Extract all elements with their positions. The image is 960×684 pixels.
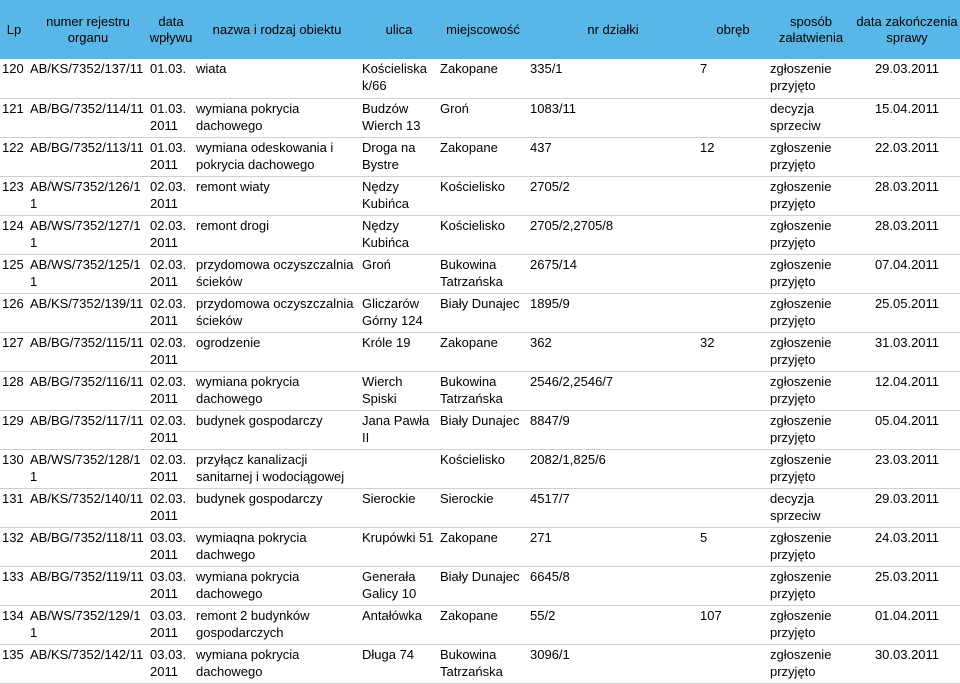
table-row [0,371,960,410]
row-receipt-date: 01.03. 2011 [148,137,194,176]
row-object-name: wymiana odeskowania i pokrycia dachowego [194,137,360,176]
row-object-name: remont 2 budynków gospodarczych [194,605,360,644]
row-street: Droga na Bystre [360,137,438,176]
row-plot-number: 2546/2,2546/7 [528,371,698,410]
row-locality: Kościelisko [438,176,528,215]
row-precinct [698,449,768,488]
row-street: Sierockie [360,488,438,527]
row-resolution: zgłoszenie przyjęto [768,59,854,98]
header-completion-date: data zakończenia sprawy [854,0,960,59]
row-locality: Bukowina Tatrzańska [438,644,528,683]
row-registry-number: AB/WS/7352/129/11 [28,605,148,644]
row-plot-number: 2675/14 [528,254,698,293]
row-registry-number: AB/BG/7352/117/11 [28,410,148,449]
header-street: ulica [360,0,438,59]
row-locality: Zakopane [438,332,528,371]
row-receipt-date: 02.03. 2011 [148,449,194,488]
table-row [0,293,960,332]
table-row [0,59,960,98]
header-precinct: obręb [698,0,768,59]
row-street: Generała Galicy 10 [360,566,438,605]
row-street: Wierch Spiski [360,371,438,410]
row-precinct [698,410,768,449]
row-precinct [698,176,768,215]
header-locality: miejscowość [438,0,528,59]
row-precinct [698,215,768,254]
row-completion-date: 22.03.2011 [854,137,960,176]
row-lp: 129 [0,410,28,449]
row-precinct: 12 [698,137,768,176]
row-completion-date: 25.05.2011 [854,293,960,332]
table-row [0,332,960,371]
row-precinct [698,293,768,332]
row-lp: 131 [0,488,28,527]
row-receipt-date: 02.03. 2011 [148,488,194,527]
table-row [0,176,960,215]
row-registry-number: AB/BG/7352/115/11 [28,332,148,371]
row-registry-number: AB/WS/7352/126/11 [28,176,148,215]
row-receipt-date: 02.03. 2011 [148,371,194,410]
row-object-name: przydomowa oczyszczalnia ścieków [194,254,360,293]
row-object-name: wymiana pokrycia dachowego [194,566,360,605]
row-locality: Biały Dunajec [438,293,528,332]
row-completion-date: 29.03.2011 [854,488,960,527]
row-street: Krupówki 51 [360,527,438,566]
row-plot-number: 2705/2 [528,176,698,215]
row-receipt-date: 03.03. 2011 [148,566,194,605]
row-object-name: remont wiaty [194,176,360,215]
row-receipt-date: 02.03. 2011 [148,332,194,371]
row-completion-date: 28.03.2011 [854,176,960,215]
row-resolution: zgłoszenie przyjęto [768,332,854,371]
row-lp: 125 [0,254,28,293]
row-street: Budzów Wierch 13 [360,98,438,137]
row-receipt-date: 02.03. 2011 [148,410,194,449]
row-lp: 120 [0,59,28,98]
row-plot-number: 55/2 [528,605,698,644]
row-locality: Zakopane [438,59,528,98]
table-row [0,605,960,644]
row-resolution: decyzja sprzeciw [768,98,854,137]
row-precinct [698,566,768,605]
row-receipt-date: 03.03. 2011 [148,527,194,566]
row-precinct [698,371,768,410]
row-street: Nędzy Kubińca [360,176,438,215]
row-lp: 126 [0,293,28,332]
row-registry-number: AB/KS/7352/142/11 [28,644,148,683]
header-receipt-date: data wpływu [148,0,194,59]
row-lp: 123 [0,176,28,215]
row-plot-number: 2082/1,825/6 [528,449,698,488]
row-plot-number: 1083/11 [528,98,698,137]
table-row [0,98,960,137]
row-street: Nędzy Kubińca [360,215,438,254]
row-plot-number: 3096/1 [528,644,698,683]
table-row [0,137,960,176]
row-object-name: budynek gospodarczy [194,410,360,449]
row-registry-number: AB/BG/7352/119/11 [28,566,148,605]
header-row [0,0,960,59]
row-registry-number: AB/BG/7352/114/11 [28,98,148,137]
table-row [0,215,960,254]
row-registry-number: AB/BG/7352/118/11 [28,527,148,566]
row-locality: Sierockie [438,488,528,527]
table-row [0,254,960,293]
row-locality: Zakopane [438,137,528,176]
row-street: Długa 74 [360,644,438,683]
row-completion-date: 25.03.2011 [854,566,960,605]
row-precinct [698,254,768,293]
table-row [0,410,960,449]
row-resolution: zgłoszenie przyjęto [768,566,854,605]
row-lp: 127 [0,332,28,371]
row-lp: 134 [0,605,28,644]
row-street: Antałówka [360,605,438,644]
row-locality: Groń [438,98,528,137]
row-precinct [698,488,768,527]
row-lp: 133 [0,566,28,605]
row-registry-number: AB/BG/7352/113/11 [28,137,148,176]
row-resolution: zgłoszenie przyjęto [768,371,854,410]
row-locality: Bukowina Tatrzańska [438,254,528,293]
row-resolution: zgłoszenie przyjęto [768,215,854,254]
row-completion-date: 24.03.2011 [854,527,960,566]
row-plot-number: 437 [528,137,698,176]
header-plot-number: nr działki [528,0,698,59]
row-lp: 130 [0,449,28,488]
row-completion-date: 07.04.2011 [854,254,960,293]
row-receipt-date: 01.03. [148,59,194,98]
row-plot-number: 8847/9 [528,410,698,449]
row-receipt-date: 01.03. 2011 [148,98,194,137]
row-completion-date: 15.04.2011 [854,98,960,137]
row-object-name: remont drogi [194,215,360,254]
row-locality: Biały Dunajec [438,410,528,449]
row-precinct: 5 [698,527,768,566]
table-row [0,566,960,605]
row-street: Kościeliska k/66 [360,59,438,98]
row-lp: 124 [0,215,28,254]
row-receipt-date: 02.03. 2011 [148,215,194,254]
row-resolution: zgłoszenie przyjęto [768,605,854,644]
row-object-name: wymiana pokrycia dachowego [194,371,360,410]
table-row [0,449,960,488]
row-street [360,449,438,488]
row-resolution: decyzja sprzeciw [768,488,854,527]
row-object-name: wiata [194,59,360,98]
row-plot-number: 335/1 [528,59,698,98]
row-lp: 128 [0,371,28,410]
header-lp: Lp [0,0,28,59]
row-locality: Bukowina Tatrzańska [438,371,528,410]
row-locality: Biały Dunajec [438,566,528,605]
row-lp: 135 [0,644,28,683]
row-registry-number: AB/WS/7352/128/11 [28,449,148,488]
row-completion-date: 29.03.2011 [854,59,960,98]
row-lp: 122 [0,137,28,176]
row-plot-number: 1895/9 [528,293,698,332]
row-plot-number: 6645/8 [528,566,698,605]
table-row [0,644,960,683]
header-object-name: nazwa i rodzaj obiektu [194,0,360,59]
row-lp: 132 [0,527,28,566]
row-receipt-date: 02.03. 2011 [148,254,194,293]
row-precinct [698,98,768,137]
row-registry-number: AB/KS/7352/139/11 [28,293,148,332]
row-locality: Kościelisko [438,449,528,488]
row-completion-date: 23.03.2011 [854,449,960,488]
row-object-name: wymiaqna pokrycia dachwego [194,527,360,566]
row-resolution: zgłoszenie przyjęto [768,293,854,332]
row-resolution: zgłoszenie przyjęto [768,644,854,683]
row-registry-number: AB/WS/7352/125/11 [28,254,148,293]
row-resolution: zgłoszenie przyjęto [768,449,854,488]
row-completion-date: 28.03.2011 [854,215,960,254]
row-resolution: zgłoszenie przyjęto [768,527,854,566]
row-locality: Zakopane [438,605,528,644]
row-completion-date: 30.03.2011 [854,644,960,683]
row-receipt-date: 02.03. 2011 [148,293,194,332]
table-header [0,0,960,59]
row-object-name: przyłącz kanalizacji sanitarnej i wodociągowej [194,449,360,488]
table-row [0,488,960,527]
row-street: Króle 19 [360,332,438,371]
row-plot-number: 4517/7 [528,488,698,527]
row-locality: Kościelisko [438,215,528,254]
row-receipt-date: 03.03. 2011 [148,605,194,644]
row-plot-number: 2705/2,2705/8 [528,215,698,254]
row-completion-date: 31.03.2011 [854,332,960,371]
table-body [0,59,960,683]
row-plot-number: 362 [528,332,698,371]
row-object-name: wymiana pokrycia dachowego [194,644,360,683]
row-registry-number: AB/KS/7352/140/11 [28,488,148,527]
row-precinct [698,644,768,683]
row-completion-date: 12.04.2011 [854,371,960,410]
row-registry-number: AB/WS/7352/127/11 [28,215,148,254]
row-lp: 121 [0,98,28,137]
row-plot-number: 271 [528,527,698,566]
row-registry-number: AB/BG/7352/116/11 [28,371,148,410]
row-street: Gliczarów Górny 124 [360,293,438,332]
header-registry-number: numer rejestru organu [28,0,148,59]
row-object-name: ogrodzenie [194,332,360,371]
row-precinct: 32 [698,332,768,371]
row-street: Jana Pawła II [360,410,438,449]
row-locality: Zakopane [438,527,528,566]
row-receipt-date: 02.03. 2011 [148,176,194,215]
row-resolution: zgłoszenie przyjęto [768,137,854,176]
row-precinct: 107 [698,605,768,644]
row-resolution: zgłoszenie przyjęto [768,254,854,293]
table-row [0,527,960,566]
row-completion-date: 01.04.2011 [854,605,960,644]
row-precinct: 7 [698,59,768,98]
row-registry-number: AB/KS/7352/137/11 [28,59,148,98]
row-object-name: przydomowa oczyszczalnia ścieków [194,293,360,332]
row-street: Groń [360,254,438,293]
header-resolution: sposób załatwienia [768,0,854,59]
row-resolution: zgłoszenie przyjęto [768,176,854,215]
row-object-name: budynek gospodarczy [194,488,360,527]
row-receipt-date: 03.03. 2011 [148,644,194,683]
row-object-name: wymiana pokrycia dachowego [194,98,360,137]
row-resolution: zgłoszenie przyjęto [768,410,854,449]
row-completion-date: 05.04.2011 [854,410,960,449]
